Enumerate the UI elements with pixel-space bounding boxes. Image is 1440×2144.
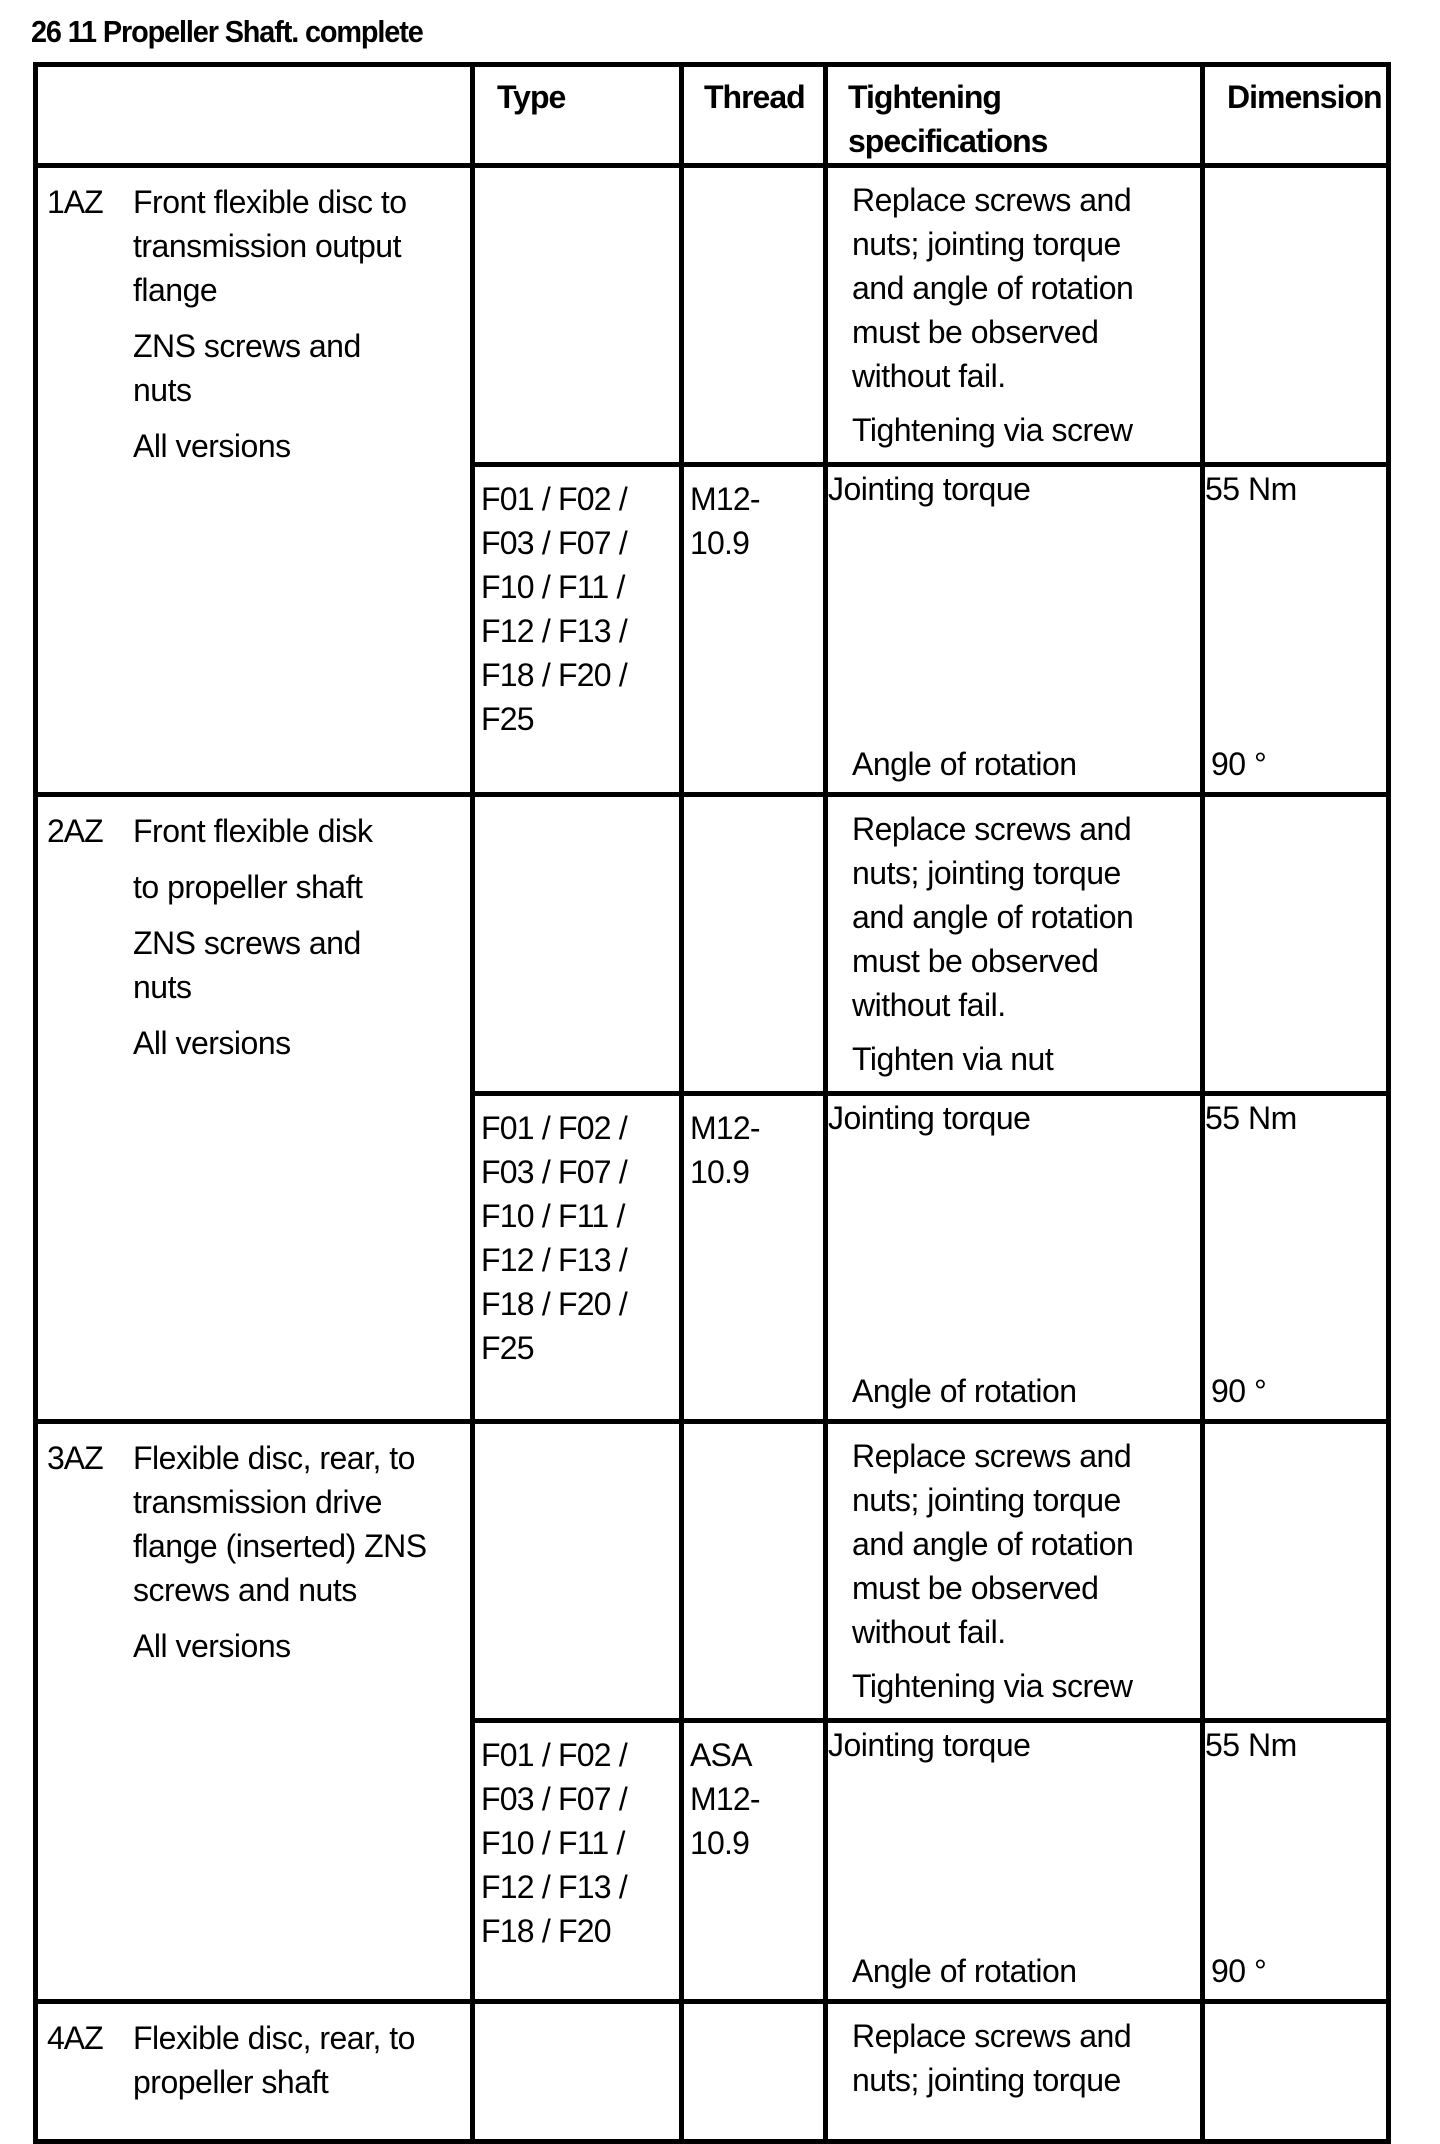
thread-cell-empty [682,1422,826,1721]
item-description: Flexible disc, rear, to propeller shaft [133,2020,415,2100]
item-cell [36,166,473,795]
notes-cell [826,795,1203,1094]
dimension-cell [1203,465,1389,795]
tightening-spec-table [33,62,1391,2144]
item-versions: All versions [133,428,291,464]
dimension-cell-empty [1203,795,1389,1094]
notes-cell [826,1422,1203,1721]
dimension-cell-empty [1203,1422,1389,1721]
dimension-cell [1203,1094,1389,1422]
header-type: Type [473,65,682,166]
header-item [36,65,473,166]
type-cell-empty [473,1422,682,1721]
torque-cell [826,1094,1203,1422]
angle-label: Angle of rotation [852,1953,1077,1989]
item-description: Front flexible disk [133,813,373,849]
note-text: Replace screws and nuts; jointing torque and angle of rotation must be observed without fail. [852,182,1134,394]
type-cell-empty [473,795,682,1094]
item-fastener: ZNS screws and nuts [133,328,361,408]
dimension-cell [1203,1721,1389,2002]
item-cell [36,795,473,1422]
thread-cell: ASA M12- 10.9 [682,1721,826,2002]
page-title: 26 11 Propeller Shaft. complete [31,14,423,49]
type-cell-empty [473,2002,682,2142]
item-versions: All versions [133,1025,291,1061]
item-cell [36,2002,473,2142]
angle-value: 90 ° [1211,1373,1267,1409]
torque-value: 55 Nm [1205,1100,1297,1136]
angle-value: 90 ° [1211,746,1267,782]
torque-value: 55 Nm [1205,1727,1297,1763]
item-versions: All versions [133,1628,291,1664]
note-method: Tightening via screw [852,412,1133,448]
item-description-cont: to propeller shaft [133,869,363,905]
type-cell-empty [473,166,682,465]
thread-cell: M12- 10.9 [682,465,826,795]
item-id: 2AZ [47,813,103,849]
item-fastener: ZNS screws and nuts [133,925,361,1005]
torque-label: Jointing torque [828,1727,1031,1763]
torque-label: Jointing torque [828,1100,1031,1136]
torque-cell [826,1721,1203,2002]
table-row [36,795,1389,1094]
notes-cell [826,2002,1203,2142]
thread-cell: M12- 10.9 [682,1094,826,1422]
item-id: 3AZ [47,1440,103,1476]
torque-label: Jointing torque [828,471,1031,507]
note-method: Tightening via screw [852,1668,1133,1704]
table-row [36,166,1389,465]
note-text: Replace screws and nuts; jointing torque [852,2018,1132,2098]
item-id: 1AZ [47,184,103,220]
type-cell: F01 / F02 / F03 / F07 / F10 / F11 / F12 / F13 / F18 / F20 [473,1721,682,2002]
table-row [36,1422,1389,1721]
table-row [36,2002,1389,2142]
item-description: Front flexible disc to transmission output flange [133,184,407,308]
header-row [36,65,1389,166]
type-cell: F01 / F02 / F03 / F07 / F10 / F11 / F12 / F13 / F18 / F20 / F25 [473,1094,682,1422]
note-method: Tighten via nut [852,1041,1054,1077]
thread-cell-empty [682,166,826,465]
item-description: Flexible disc, rear, to transmission drive flange (inserted) ZNS screws and nuts [133,1440,427,1608]
angle-value: 90 ° [1211,1953,1267,1989]
header-dimension: Dimension [1203,65,1389,166]
dimension-cell-empty [1203,2002,1389,2142]
angle-label: Angle of rotation [852,746,1077,782]
type-cell: F01 / F02 / F03 / F07 / F10 / F11 / F12 / F13 / F18 / F20 / F25 [473,465,682,795]
torque-cell [826,465,1203,795]
notes-cell [826,166,1203,465]
torque-value: 55 Nm [1205,471,1297,507]
thread-cell-empty [682,795,826,1094]
dimension-cell-empty [1203,166,1389,465]
header-tightening-specifications: Tightening specifications [826,65,1203,166]
note-text: Replace screws and nuts; jointing torque and angle of rotation must be observed without fail. [852,811,1134,1023]
angle-label: Angle of rotation [852,1373,1077,1409]
header-thread: Thread [682,65,826,166]
item-id: 4AZ [47,2020,103,2056]
item-cell [36,1422,473,2002]
thread-cell-empty [682,2002,826,2142]
note-text: Replace screws and nuts; jointing torque and angle of rotation must be observed without fail. [852,1438,1134,1650]
